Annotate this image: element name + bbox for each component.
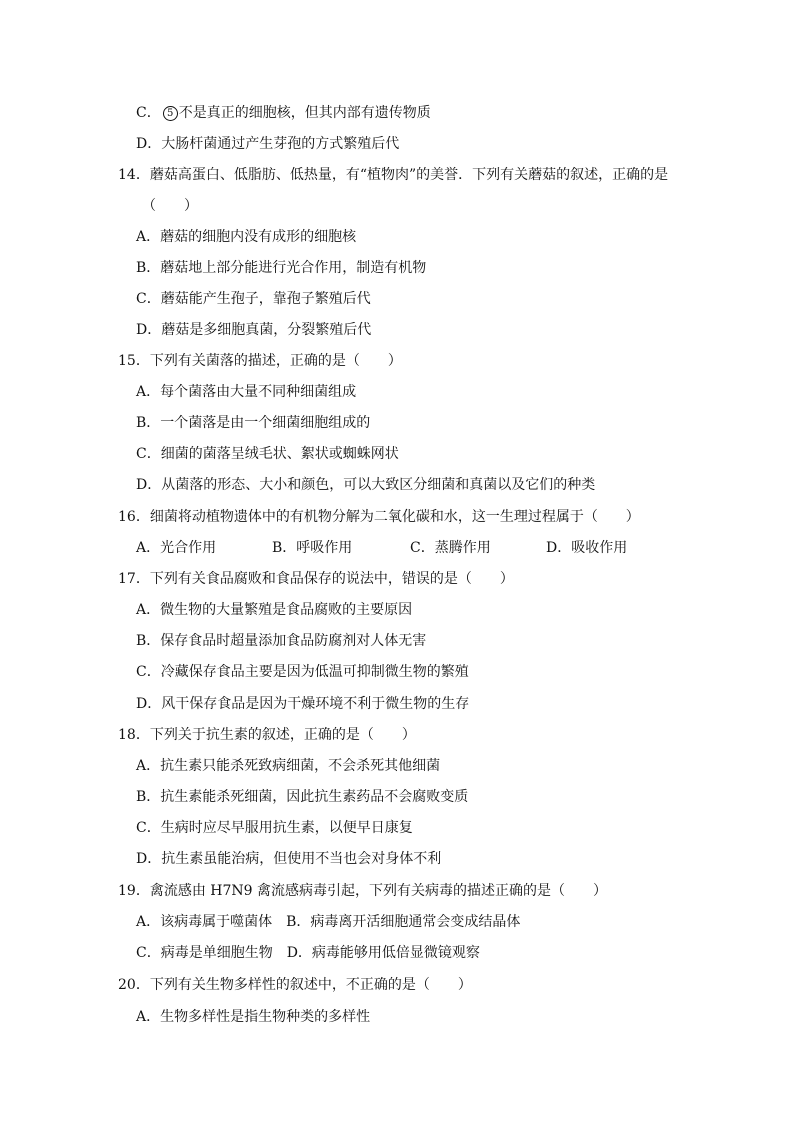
q19-stem: 19．禽流感由 H7N9 禽流感病毒引起，下列有关病毒的描述正确的是（ ）: [118, 883, 607, 899]
q17-option-d: D．风干保存食品是因为干燥环境不利于微生物的生存: [136, 696, 470, 712]
q18-option-b: B．抗生素能杀死细菌，因此抗生素药品不会腐败变质: [136, 789, 469, 805]
q13-option-d: D．大肠杆菌通过产生芽孢的方式繁殖后代: [136, 136, 400, 152]
q16-option-b: B．呼吸作用: [272, 540, 353, 556]
q17-option-b: B．保存食品时超量添加食品防腐剂对人体无害: [136, 633, 427, 649]
q15-stem: 15．下列有关菌落的描述，正确的是（ ）: [118, 353, 402, 369]
q15-option-b: B．一个菌落是由一个细菌细胞组成的: [136, 415, 371, 431]
q16-stem: 16．细菌将动植物遗体中的有机物分解为二氧化碳和水，这一生理过程属于（ ）: [118, 509, 640, 525]
q13-option-c: [136, 103, 431, 123]
q13-option-c-text: 不是真正的细胞核，但其内部有遗传物质: [178, 105, 431, 121]
q14-option-a: A．蘑菇的细胞内没有成形的细胞核: [136, 229, 357, 245]
q13-option-c-prefix: C．: [136, 105, 161, 121]
q20-option-a: A．生物多样性是指生物种类的多样性: [136, 1009, 371, 1025]
q14-option-b: B．蘑菇地上部分能进行光合作用，制造有机物: [136, 260, 427, 276]
q14-option-d: D．蘑菇是多细胞真菌，分裂繁殖后代: [136, 322, 372, 338]
q14-answer-blank: （ ）: [142, 198, 198, 214]
q15-option-d: D．从菌落的形态、大小和颜色，可以大致区分细菌和真菌以及它们的种类: [136, 477, 596, 493]
q18-stem: 18．下列关于抗生素的叙述，正确的是（ ）: [118, 727, 416, 743]
q19-options-row-2: C．病毒是单细胞生物 D．病毒能够用低倍显微镜观察: [136, 945, 480, 961]
q17-option-c: C．冷藏保存食品主要是因为低温可抑制微生物的繁殖: [136, 664, 469, 680]
q16-option-d: D．吸收作用: [546, 540, 628, 556]
q18-option-c: C．生病时应尽早服用抗生素，以便早日康复: [136, 820, 413, 836]
q20-stem: 20．下列有关生物多样性的叙述中，不正确的是（ ）: [118, 977, 472, 993]
q19-options-row-1: A．该病毒属于噬菌体 B．病毒离开活细胞通常会变成结晶体: [136, 914, 521, 930]
q17-option-a: A．微生物的大量繁殖是食品腐败的主要原因: [136, 602, 413, 618]
q16-option-a: A．光合作用: [136, 540, 217, 556]
q15-option-c: C．细菌的菌落呈绒毛状、絮状或蜘蛛网状: [136, 446, 399, 462]
q14-stem: 14．蘑菇高蛋白、低脂肪、低热量，有“植物肉”的美誉．下列有关蘑菇的叙述，正确的是: [118, 167, 669, 183]
q15-option-a: A．每个菌落由大量不同种细菌组成: [136, 384, 357, 400]
q18-option-d: D．抗生素虽能治病，但使用不当也会对身体不利: [136, 851, 442, 867]
q16-options-row: [0, 538, 794, 558]
q16-option-c: C．蒸腾作用: [410, 540, 491, 556]
q14-option-c: C．蘑菇能产生孢子，靠孢子繁殖后代: [136, 291, 371, 307]
q18-option-a: A．抗生素只能杀死致病细菌，不会杀死其他细菌: [136, 758, 441, 774]
circled-number-5: 5: [163, 106, 178, 121]
q17-stem: 17．下列有关食品腐败和食品保存的说法中，错误的是（ ）: [118, 571, 514, 587]
